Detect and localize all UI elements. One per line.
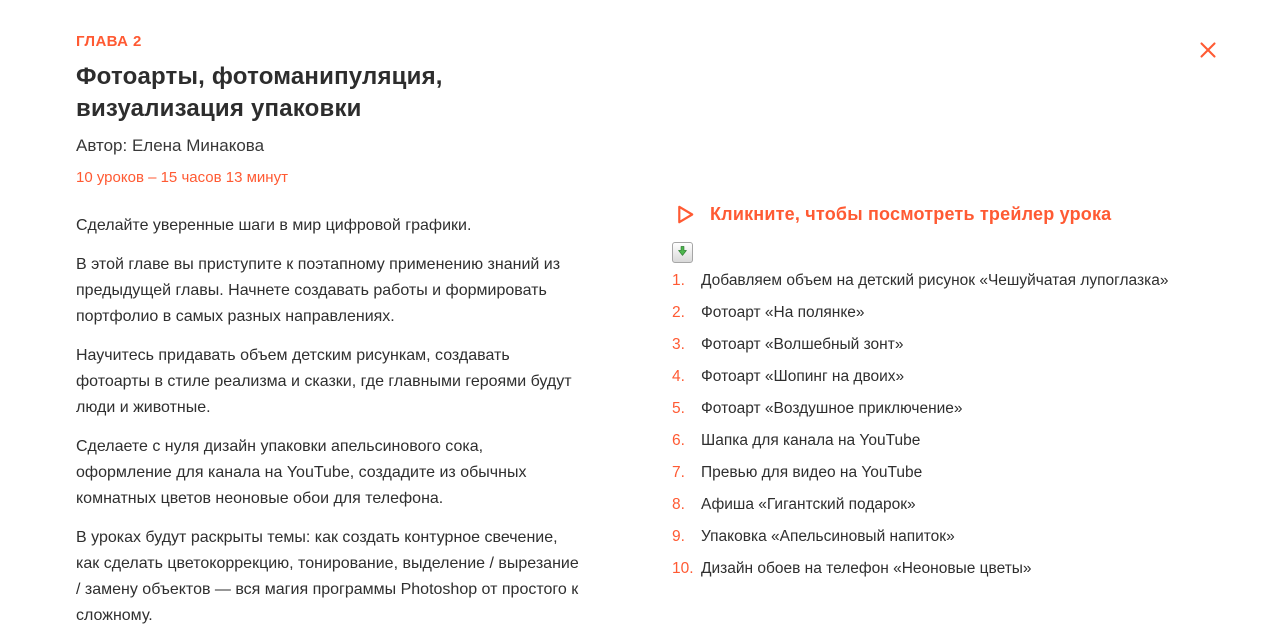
description-paragraph: В этой главе вы приступите к поэтапному применению знаний из предыдущей главы. Начнете создавать работы и формировать портфолио в самых разных направлениях. [76,256,561,325]
watch-trailer-button[interactable] [672,202,1250,227]
lesson-item-7[interactable] [672,465,1250,481]
lesson-item-9[interactable] [672,529,1250,545]
lesson-number: 3. [672,336,685,353]
lesson-title: Фотоарт «Шопинг на двоих» [701,368,905,385]
chapter-title [76,61,583,125]
lessons-column [672,202,1250,593]
lesson-item-2[interactable] [672,305,1250,321]
lesson-item-3[interactable] [672,337,1250,353]
download-arrow-icon [675,244,690,262]
description-paragraph: В уроках будут раскрыты темы: как создать контурное свечение, как сделать цветокоррекцию, тонирование, выделение / вырезание / замену объектов — вся магия программы Photoshop от простого к сложному. [76,529,579,624]
lesson-list [672,273,1250,577]
lesson-title: Дизайн обоев на телефон «Неоновые цветы» [701,560,1032,577]
lesson-title: Шапка для канала на YouTube [701,432,921,449]
lesson-number: 7. [672,464,685,481]
download-button[interactable] [672,242,693,263]
chapter-title-line2: визуализация упаковки [76,95,362,122]
lesson-number: 2. [672,304,685,321]
lesson-number: 9. [672,528,685,545]
play-icon [672,202,697,227]
lesson-number: 1. [672,272,685,289]
chapter-info-column [76,33,583,642]
chapter-description [76,213,583,629]
chapter-meta: 10 уроков – 15 часов 13 минут [76,169,288,186]
lesson-item-8[interactable] [672,497,1250,513]
lesson-item-1[interactable] [672,273,1250,289]
lesson-title: Фотоарт «Воздушное приключение» [701,400,963,417]
lesson-item-10[interactable] [672,561,1250,577]
lesson-title: Афиша «Гигантский подарок» [701,496,916,513]
lesson-title: Добавляем объем на детский рисунок «Чешуйчатая лупоглазка» [701,272,1169,289]
lesson-title: Фотоарт «Волшебный зонт» [701,336,904,353]
chapter-title-line1: Фотоарты, фотоманипуляция, [76,63,443,90]
description-paragraph: Сделайте уверенные шаги в мир цифровой графики. [76,217,472,234]
watch-trailer-label: Кликните, чтобы посмотреть трейлер урока [710,204,1112,224]
lesson-number: 5. [672,400,685,417]
close-icon [1197,39,1219,64]
lesson-item-6[interactable] [672,433,1250,449]
lesson-title: Превью для видео на YouTube [701,464,923,481]
close-button[interactable] [1195,38,1221,64]
chapter-eyebrow: ГЛАВА 2 [76,33,142,50]
lesson-item-4[interactable] [672,369,1250,385]
description-paragraph: Сделаете с нуля дизайн упаковки апельсинового сока, оформление для канала на YouTube, создадите из обычных комнатных цветов неоновые обои для телефона. [76,438,527,507]
lesson-number: 8. [672,496,685,513]
lesson-number: 6. [672,432,685,449]
lesson-title: Фотоарт «На полянке» [701,304,865,321]
lesson-number: 10. [672,560,694,577]
description-paragraph: Научитесь придавать объем детским рисункам, создавать фотоарты в стиле реализма и сказки, где главными героями будут люди и животные. [76,347,572,416]
lesson-title: Упаковка «Апельсиновый напиток» [701,528,955,545]
lesson-number: 4. [672,368,685,385]
lesson-item-5[interactable] [672,401,1250,417]
chapter-author: Автор: Елена Минакова [76,136,265,155]
